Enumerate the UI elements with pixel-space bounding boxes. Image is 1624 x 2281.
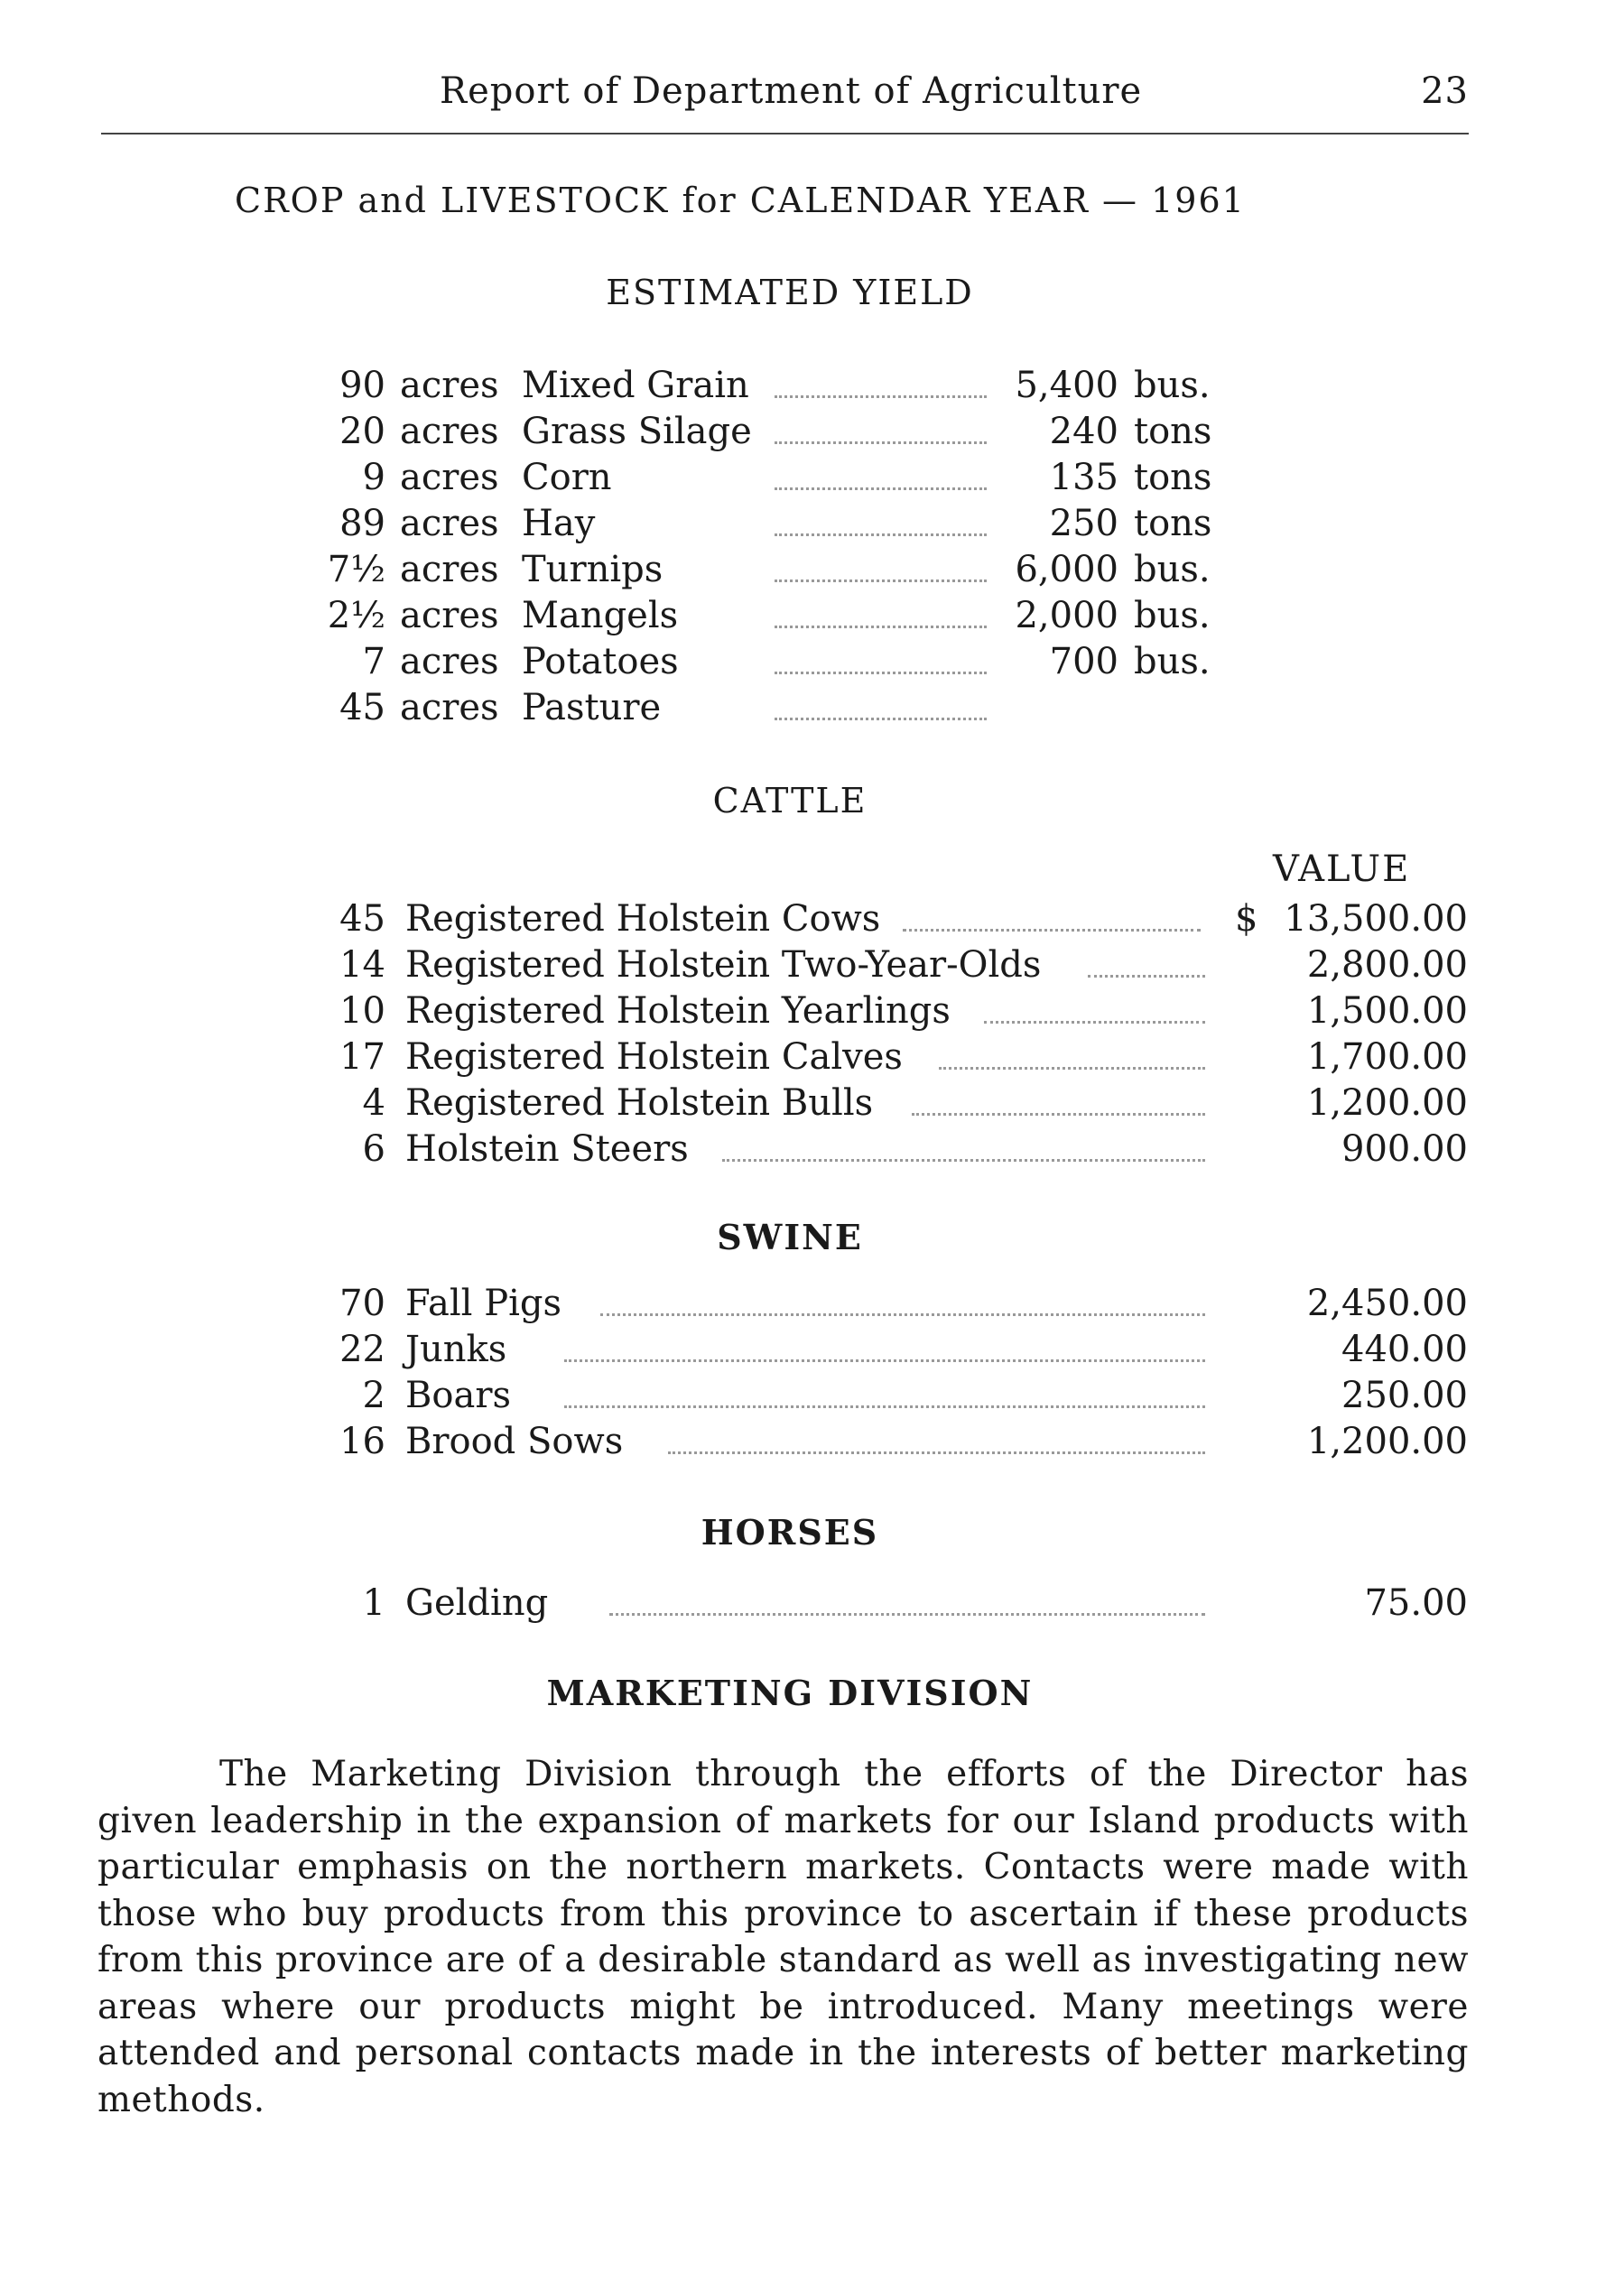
estimated-yield-heading: ESTIMATED YIELD [606, 273, 974, 312]
dot-leader [1088, 975, 1205, 978]
dot-leader [912, 1113, 1205, 1116]
crop-yield-unit: tons [1134, 503, 1212, 544]
livestock-value: 75.00 [1364, 1582, 1468, 1624]
livestock-count: 45 [339, 898, 385, 940]
crop-name: Turnips [522, 549, 664, 590]
crop-yield: 6,000 [1015, 549, 1118, 590]
crop-name: Grass Silage [522, 411, 752, 452]
livestock-count: 2 [362, 1375, 385, 1416]
crop-row [0, 547, 1624, 592]
crop-name: Hay [522, 503, 596, 544]
crop-acres: 45 [339, 687, 385, 728]
livestock-description: Brood Sows [405, 1421, 624, 1462]
marketing-heading: MARKETING DIVISION [546, 1673, 1034, 1713]
dot-leader [775, 395, 987, 398]
crop-name: Corn [522, 457, 612, 498]
marketing-paragraph: The Marketing Division through the efforts of the Director has given leadership in the expansion of markets for our Island products with particular emphasis on the northern markets. Contacts were made with those who buy products from this province to ascertain if these products from this province are of a desirable standard as well as investigating new areas where our products might be introduced. Many meetings were attended and personal contacts made in the interests of better marketing methods. [97, 1754, 1469, 2120]
livestock-description: Registered Holstein Yearlings [405, 990, 951, 1032]
swine-heading: SWINE [717, 1217, 863, 1257]
crop-unit: acres [400, 411, 499, 452]
livestock-row [0, 1281, 1624, 1326]
livestock-description: Junks [405, 1329, 507, 1370]
horses-heading: HORSES [701, 1512, 879, 1553]
crop-row [0, 593, 1624, 638]
crop-unit: acres [400, 503, 499, 544]
livestock-count: 4 [362, 1082, 385, 1124]
livestock-description: Registered Holstein Calves [405, 1036, 903, 1078]
livestock-row [0, 988, 1624, 1034]
crop-row [0, 455, 1624, 500]
dot-leader [775, 441, 987, 444]
livestock-value: 440.00 [1341, 1329, 1468, 1370]
page-number: 23 [1421, 70, 1469, 112]
dot-leader [609, 1613, 1205, 1616]
dot-leader [775, 533, 987, 536]
livestock-row [0, 1327, 1624, 1372]
crop-unit: acres [400, 641, 499, 682]
crop-acres: 7½ [327, 549, 385, 590]
dot-leader [939, 1067, 1205, 1070]
crop-row [0, 639, 1624, 684]
livestock-value: 13,500.00 [1284, 898, 1468, 940]
livestock-value: 2,450.00 [1306, 1283, 1468, 1324]
livestock-value: 250.00 [1341, 1375, 1468, 1416]
livestock-description: Boars [405, 1375, 511, 1416]
crop-yield-unit: bus. [1134, 365, 1211, 406]
livestock-row [0, 896, 1624, 941]
livestock-value: 1,700.00 [1306, 1036, 1468, 1078]
crop-unit: acres [400, 687, 499, 728]
crop-yield-unit: bus. [1134, 595, 1211, 636]
dot-leader [903, 929, 1201, 932]
livestock-count: 70 [339, 1283, 385, 1324]
crop-yield: 250 [1049, 503, 1118, 544]
crop-yield: 240 [1049, 411, 1118, 452]
livestock-description: Registered Holstein Cows [405, 898, 881, 940]
dot-leader [775, 672, 987, 674]
crop-name: Pasture [522, 687, 662, 728]
livestock-row [0, 1034, 1624, 1080]
livestock-row [0, 1373, 1624, 1418]
crop-acres: 20 [339, 411, 385, 452]
livestock-row [0, 1080, 1624, 1126]
running-title: Report of Department of Agriculture [440, 70, 1143, 112]
livestock-count: 1 [362, 1582, 385, 1624]
running-header [101, 70, 1469, 125]
livestock-row [0, 942, 1624, 988]
dot-leader [775, 718, 987, 720]
crop-name: Potatoes [522, 641, 679, 682]
page-title: CROP and LIVESTOCK for CALENDAR YEAR — 1961 [235, 181, 1246, 220]
livestock-description: Registered Holstein Bulls [405, 1082, 874, 1124]
crop-row [0, 501, 1624, 546]
livestock-row [0, 1127, 1624, 1172]
livestock-row [0, 1419, 1624, 1464]
livestock-count: 6 [362, 1128, 385, 1170]
dot-leader [564, 1359, 1205, 1362]
crop-row [0, 685, 1624, 730]
header-rule [101, 133, 1469, 134]
dot-leader [984, 1021, 1205, 1024]
crop-yield-unit: bus. [1134, 549, 1211, 590]
dot-leader [668, 1451, 1205, 1454]
crop-acres: 89 [339, 503, 385, 544]
cattle-heading: CATTLE [712, 781, 868, 821]
crop-yield: 700 [1049, 641, 1118, 682]
crop-yield: 5,400 [1015, 365, 1118, 406]
livestock-count: 14 [339, 944, 385, 986]
crop-yield: 135 [1049, 457, 1118, 498]
dot-leader [775, 487, 987, 490]
livestock-description: Fall Pigs [405, 1283, 562, 1324]
dot-leader [775, 580, 987, 582]
crop-yield-unit: tons [1134, 411, 1212, 452]
livestock-description: Gelding [405, 1582, 549, 1624]
crop-row [0, 409, 1624, 454]
crop-yield-unit: bus. [1134, 641, 1211, 682]
dot-leader [600, 1313, 1205, 1316]
dot-leader [722, 1159, 1205, 1162]
livestock-value: 1,500.00 [1306, 990, 1468, 1032]
livestock-value: 2,800.00 [1306, 944, 1468, 986]
livestock-value: 1,200.00 [1306, 1082, 1468, 1124]
livestock-count: 16 [339, 1421, 385, 1462]
crop-unit: acres [400, 595, 499, 636]
livestock-count: 10 [339, 990, 385, 1032]
crop-acres: 90 [339, 365, 385, 406]
livestock-count: 22 [339, 1329, 385, 1370]
crop-name: Mangels [522, 595, 679, 636]
crop-yield-unit: tons [1134, 457, 1212, 498]
crop-acres: 2½ [327, 595, 385, 636]
crop-yield: 2,000 [1015, 595, 1118, 636]
currency-symbol: $ [1235, 898, 1258, 940]
crop-row [0, 363, 1624, 408]
livestock-count: 17 [339, 1036, 385, 1078]
crop-unit: acres [400, 549, 499, 590]
dot-leader [775, 626, 987, 628]
crop-acres: 9 [362, 457, 385, 498]
crop-unit: acres [400, 457, 499, 498]
crop-unit: acres [400, 365, 499, 406]
livestock-description: Holstein Steers [405, 1128, 689, 1170]
livestock-value: 900.00 [1341, 1128, 1468, 1170]
value-column-heading: VALUE [1273, 848, 1411, 890]
crop-name: Mixed Grain [522, 365, 749, 406]
livestock-value: 1,200.00 [1306, 1421, 1468, 1462]
crop-acres: 7 [362, 641, 385, 682]
dot-leader [564, 1405, 1205, 1408]
livestock-description: Registered Holstein Two-Year-Olds [405, 944, 1042, 986]
livestock-row [0, 1581, 1624, 1626]
